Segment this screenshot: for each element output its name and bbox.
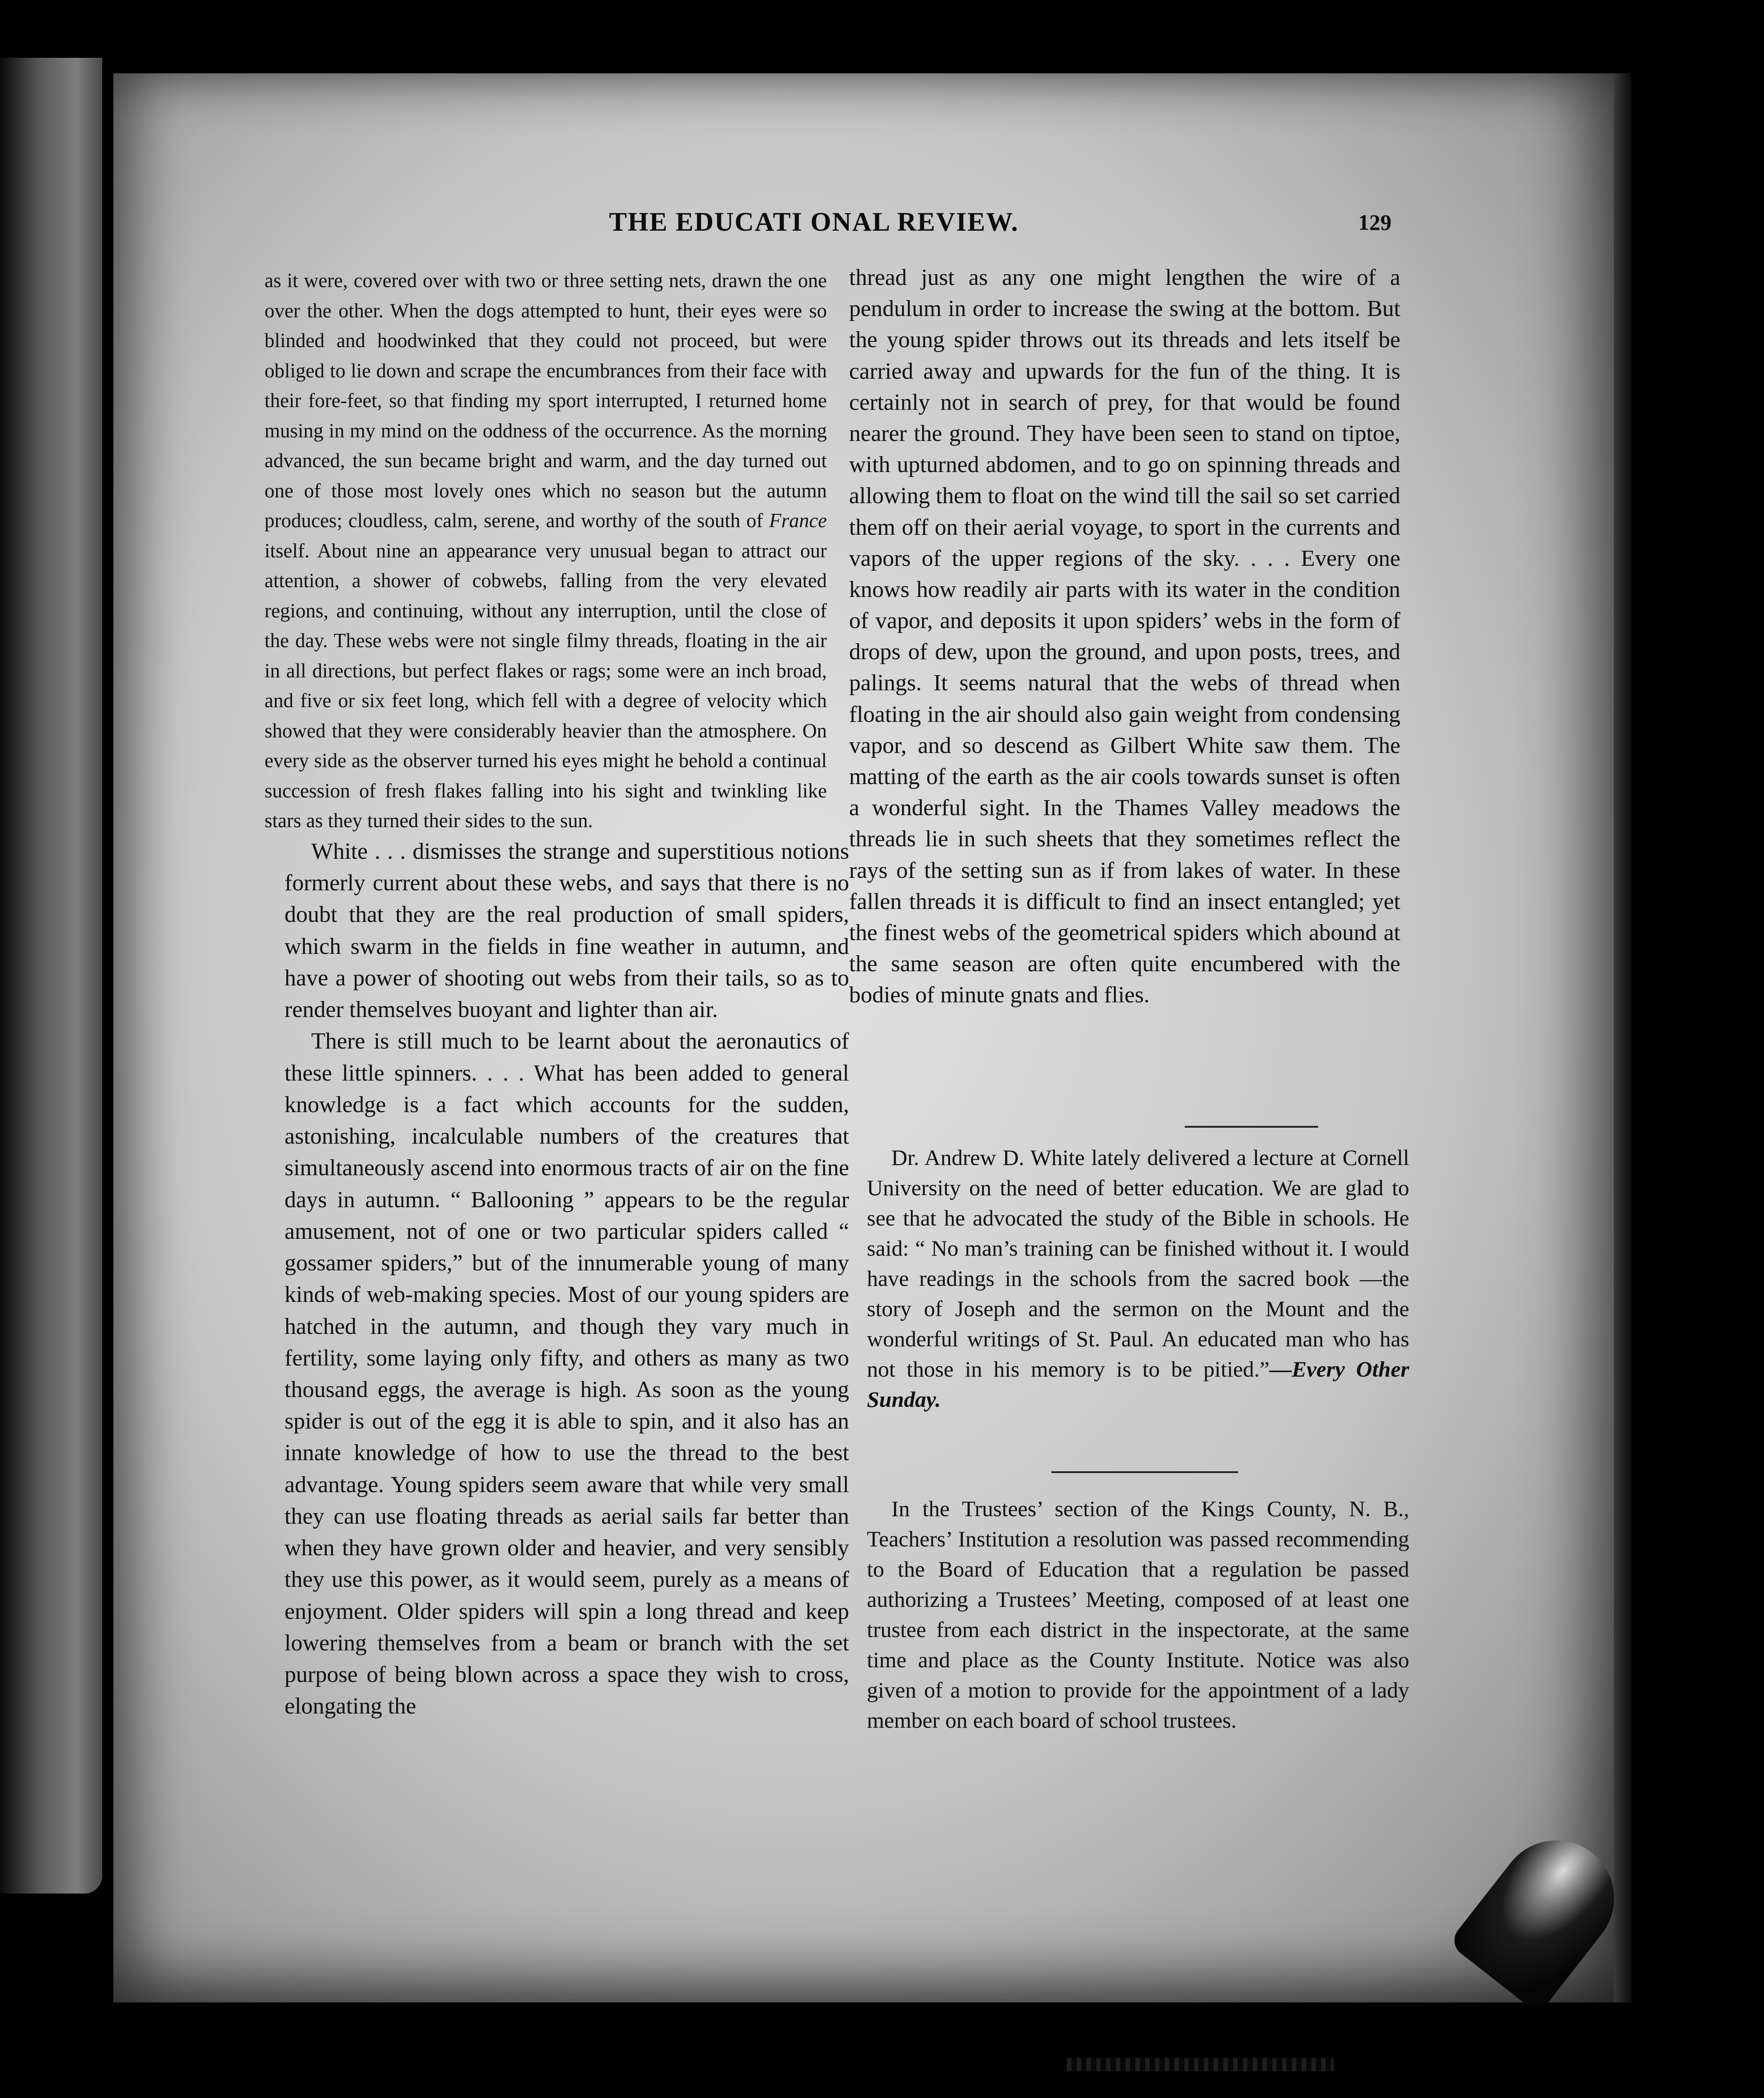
page-number: 129 (1358, 210, 1391, 235)
paragraph-thread: thread just as any one might lengthen the wire of a pendulum in order to increase the swing at the bottom. But the young spider throws out its threads and lets itself be carried away and upwards for the fun of the thing. It is certainly not in search of prey, for that would be found nearer the ground. They have been seen to stand on tiptoe, with upturned abdomen, and to go on spinning threads and allowing them to float on the wind till the sail so set carried them off on their aerial voyage, to sport in the currents and vapors of the upper regions of the sky. . . . Every one knows how readily air parts with its water in the condition of vapor, and deposits it upon spiders’ webs in the form of drops of dew, upon the ground, and upon posts, trees, and palings. It seems natural that the webs of thread when floating in the air should also gain weight from condensing vapor, and so descend as Gilbert White saw them. The matting of the earth as the air cools towards sunset is often a wonderful sight. In the Thames Valley meadows the threads lie in such sheets that they sometimes reflect the rays of the setting sun as if from lakes of water. In these fallen threads it is difficult to find an insect entangled; yet the finest webs of the geometrical spiders which abound at the same season are often quite encumbered with the bodies of minute gnats and flies. (849, 265, 1400, 1008)
note-white-source: —Every Other Sunday. (867, 1357, 1410, 1412)
note-andrew-white (867, 1142, 1409, 1414)
scan-artifact (1067, 2058, 1334, 2071)
note-trustees (867, 1493, 1409, 1735)
section-divider (1185, 1126, 1318, 1128)
note-trustees-text: In the Trustees’ section of the Kings County, N. B., Teachers’ Institution a resolution was passed recommending to the Board of Education that a regulation be passed authorizing a Trustees’ Meeting, composed of at least one trustee from each district in the inspectorate, at the same time and place as the County Institute. Notice was also given of a motion to provide for the appointment of a lady member on each board of school trustees. (867, 1496, 1409, 1733)
note-white-text: Dr. Andrew D. White lately delivered a lecture at Cornell University on the need of better education. We are glad to see that he advocated the study of the Bible in schools. He said: “ No man’s training can be finished without it. I would have readings in the schools from the sacred book —the story of Joseph and the sermon on the Mount and the wonderful writings of St. Paul. An educated man who has not those in his memory is to be pitied.” (867, 1145, 1409, 1381)
paragraph-aeronautics: There is still much to be learnt about the aeronautics of these little spinners. . . . What has been added to general knowledge is a fact which accounts for the sudden, astonishing, incalculable numbers of the creatures that simultaneously ascend into enormous tracts of air on the fine days in autumn. “ Ballooning ” appears to be the regular amusement, not of one or two particular spiders called “ gossamer spiders,” but of the innumerable young of many kinds of web-making species. Most of our young spiders are hatched in the autumn, and though they vary much in fertility, some laying only fifty, and others as many as two thousand eggs, the average is high. As soon as the young spider is out of the egg it is able to spin, and it also has an innate knowledge of how to use the thread to the best advantage. Young spiders seem aware that while very small they can use floating threads as aerial sails far better than when they have grown older and heavier, and very sensibly they use this power, as it would seem, purely as a means of enjoyment. Older spiders will spin a long thread and keep lowering themselves from a beam or branch with the set purpose of being blown across a space they wish to cross, elongating the (285, 1029, 849, 1719)
left-column-body (285, 836, 849, 1722)
quote-text-b: itself. About nine an appearance very unusual began to attract our attention, a shower of cobwebs, falling from the very elevated regions, and continuing, without any interruption, until the close of the day. These webs were not single filmy threads, floating in the air in all directions, but perfect flakes or rags; some were an inch broad, and five or six feet long, which fell with a degree of velocity which showed that they were considerably heavier than the atmosphere. On every side as the observer turned his eyes might he behold a continual succession of fresh flakes falling into his sight and twinkling like stars as they turned their sides to the sun. (265, 539, 827, 832)
page-edge-shadow (1614, 73, 1632, 2002)
right-column-body (849, 262, 1400, 1011)
paragraph-white: White . . . dismisses the strange and superstitious notions formerly current about these webs, and says that there is no doubt that they are the real production of small spiders, which swarm in the fields in fine weather in autumn, and have a power of shooting out webs from their tails, so as to render themselves buoyant and lighter than air. (285, 839, 849, 1023)
journal-title: THE EDUCATI ONAL REVIEW. (609, 207, 1019, 236)
section-divider (1051, 1471, 1238, 1473)
quoted-passage (265, 266, 827, 836)
facing-page-edge (0, 58, 102, 1894)
quote-text-a: as it were, covered over with two or three setting nets, drawn the one over the other. When the dogs attempted to hunt, their eyes were so blinded and hoodwinked that they could not proceed, but were obliged to lie down and scrape the encumbrances from their face with their fore-feet, so that finding my sport interrupted, I returned home musing in my mind on the oddness of the occurrence. As the morning advanced, the sun became bright and warm, and the day turned out one of those most lovely ones which no season but the autumn produces; cloudless, calm, serene, and worthy of the south of (265, 269, 827, 532)
running-header (609, 207, 1391, 242)
quote-italic: France (769, 509, 827, 532)
